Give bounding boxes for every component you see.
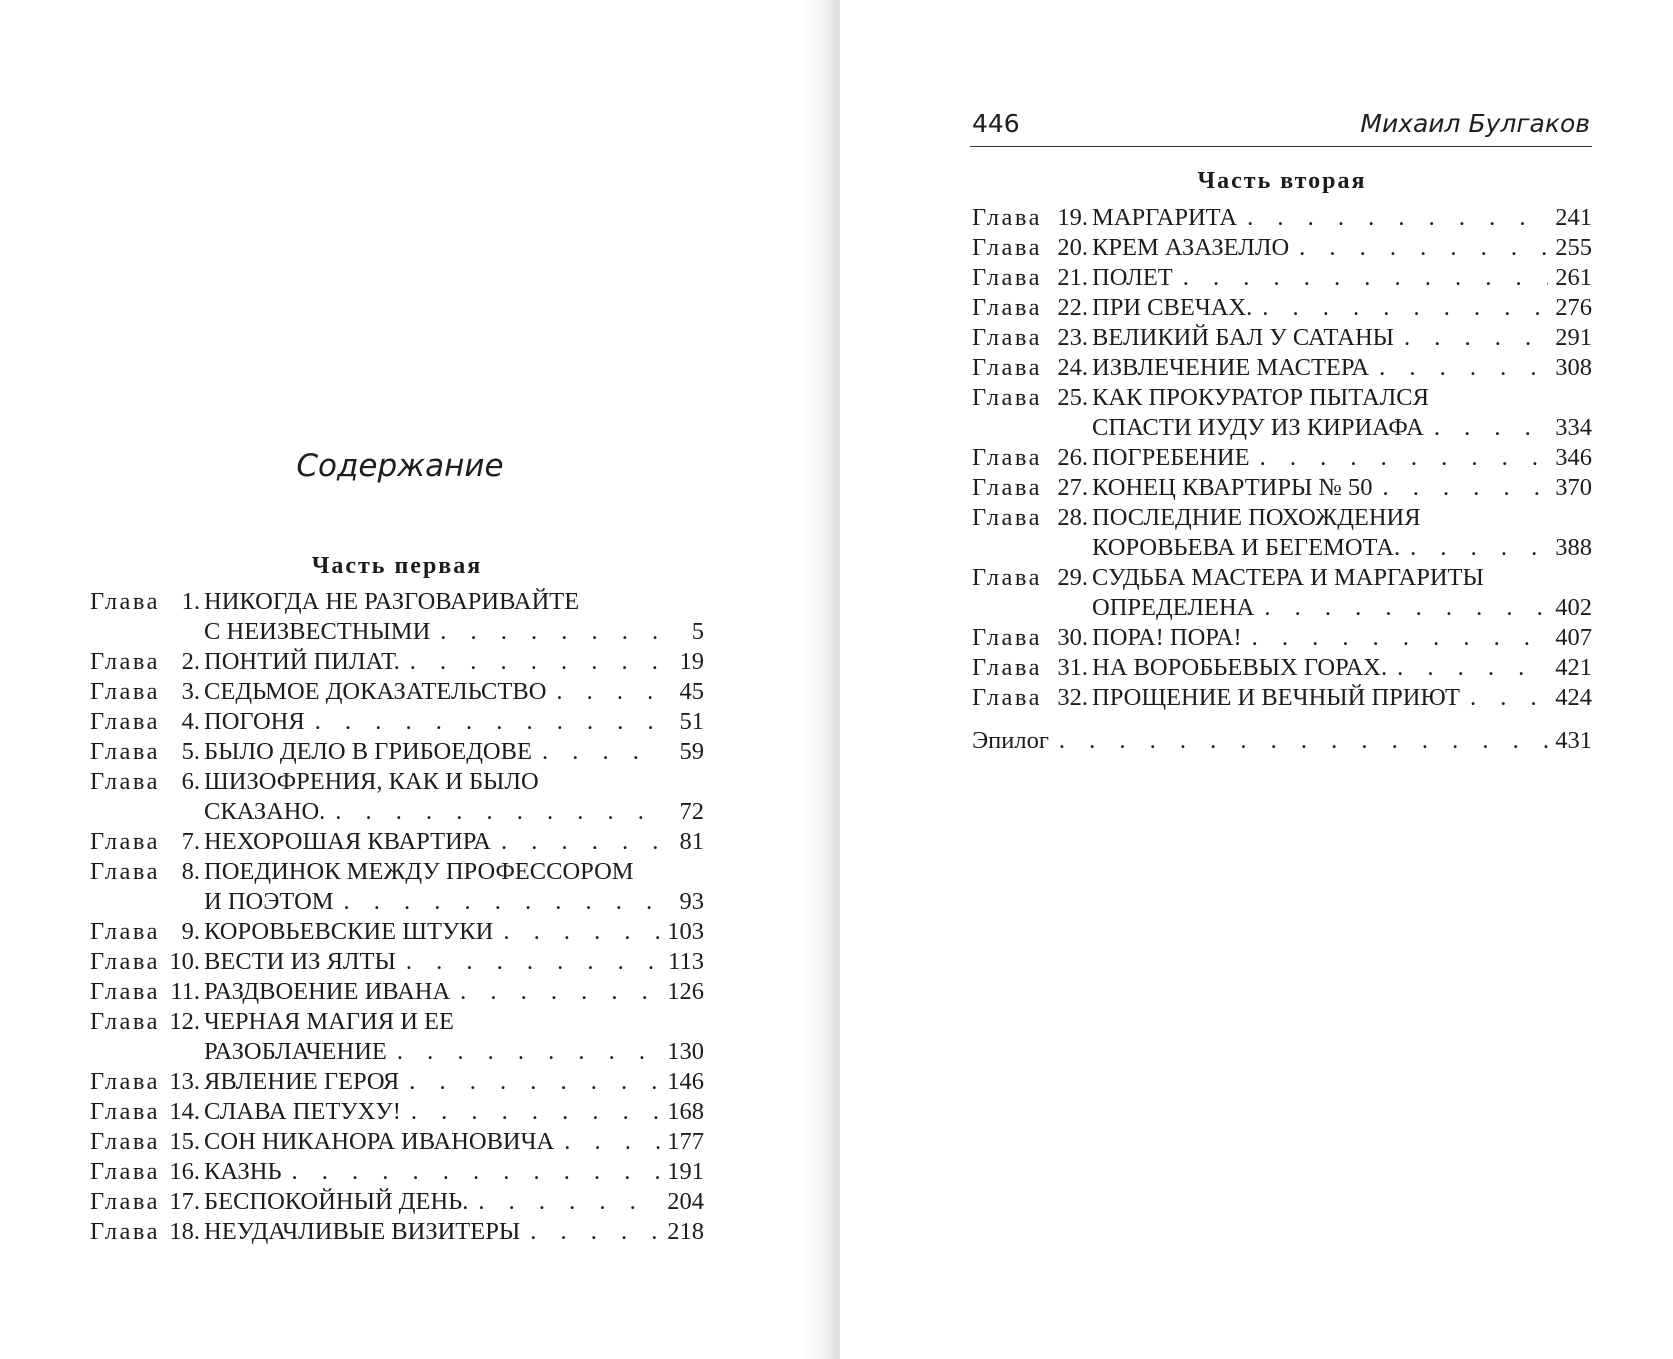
chapter-word: Глава xyxy=(972,684,1043,711)
chapter-title: СКАЗАНО. xyxy=(204,798,326,825)
toc-entry-epilogue xyxy=(972,726,1592,756)
chapter-label xyxy=(972,233,1088,263)
toc-entry xyxy=(972,383,1592,413)
chapter-word: Глава xyxy=(90,678,161,705)
chapter-page-number: 255 xyxy=(1555,234,1592,261)
leader-dots xyxy=(334,887,660,917)
chapter-page-number: 218 xyxy=(667,1218,704,1245)
chapter-number: 32. xyxy=(1057,684,1089,711)
chapter-label xyxy=(972,653,1088,683)
toc-entry xyxy=(90,1097,704,1127)
chapter-page-number: 407 xyxy=(1555,624,1592,651)
leader-dots xyxy=(1289,233,1548,263)
chapter-page-number: 103 xyxy=(667,918,704,945)
chapter-word: Глава xyxy=(90,648,161,675)
chapter-number: 8. xyxy=(181,858,201,885)
chapter-title: КОРОВЬЕВСКИЕ ШТУКИ xyxy=(204,918,494,945)
chapter-label xyxy=(972,203,1088,233)
chapter-title: И ПОЭТОМ xyxy=(204,888,334,915)
chapter-number: 28. xyxy=(1057,504,1089,531)
chapter-number: 21. xyxy=(1057,264,1089,291)
toc-entry xyxy=(972,293,1592,323)
chapter-page-number: 45 xyxy=(679,678,704,705)
chapter-title: ПОСЛЕДНИЕ ПОХОЖДЕНИЯ xyxy=(1092,504,1421,531)
chapter-page-number: 59 xyxy=(679,738,704,765)
chapter-label xyxy=(972,293,1088,323)
chapter-title: РАЗДВОЕНИЕ ИВАНА xyxy=(204,978,451,1005)
chapter-number: 25. xyxy=(1057,384,1089,411)
toc-entry xyxy=(972,263,1592,293)
chapter-number: 27. xyxy=(1057,474,1089,501)
toc-entry xyxy=(90,857,704,887)
chapter-page-number: 19 xyxy=(679,648,704,675)
chapter-number: 15. xyxy=(169,1128,201,1155)
chapter-label xyxy=(972,503,1088,533)
part-two-title: Часть вторая xyxy=(1197,168,1367,194)
chapter-word: Глава xyxy=(972,354,1043,381)
chapter-number: 17. xyxy=(169,1188,201,1215)
chapter-label xyxy=(972,443,1088,473)
chapter-page-number: 291 xyxy=(1555,324,1592,351)
chapter-number: 7. xyxy=(181,828,201,855)
toc-entry xyxy=(972,443,1592,473)
chapter-page-number: 346 xyxy=(1555,444,1592,471)
leader-dots xyxy=(450,977,660,1007)
chapter-title: КРЕМ АЗАЗЕЛЛО xyxy=(1092,234,1290,261)
chapter-title: ВЕЛИКИЙ БАЛ У САТАНЫ xyxy=(1092,324,1395,351)
toc-entry xyxy=(90,707,704,737)
chapter-word: Глава xyxy=(90,1068,161,1095)
chapter-label xyxy=(90,707,200,737)
chapter-label xyxy=(972,383,1088,413)
chapter-page-number: 191 xyxy=(667,1158,704,1185)
chapter-word: Глава xyxy=(972,294,1043,321)
chapter-label xyxy=(972,623,1088,653)
part-one-chapter-list xyxy=(90,587,704,1247)
chapter-word: Глава xyxy=(90,1158,161,1185)
chapter-label xyxy=(972,323,1088,353)
toc-entry-continuation xyxy=(90,887,704,917)
chapter-label xyxy=(90,977,200,1007)
chapter-title: НЕХОРОШАЯ КВАРТИРА xyxy=(204,828,491,855)
chapter-number: 5. xyxy=(181,738,201,765)
chapter-number: 16. xyxy=(169,1158,201,1185)
chapter-page-number: 177 xyxy=(667,1128,704,1155)
chapter-label xyxy=(90,587,200,617)
chapter-word: Глава xyxy=(972,204,1043,231)
chapter-number: 4. xyxy=(181,708,201,735)
chapter-page-number: 402 xyxy=(1555,594,1592,621)
toc-entry-continuation xyxy=(90,617,704,647)
leader-dots xyxy=(1387,653,1548,683)
toc-entry xyxy=(90,1157,704,1187)
chapter-number: 13. xyxy=(169,1068,201,1095)
leader-dots xyxy=(325,797,660,827)
chapter-label xyxy=(90,1187,200,1217)
leader-dots xyxy=(1237,203,1548,233)
chapter-word: Глава xyxy=(972,384,1043,411)
chapter-word: Глава xyxy=(972,324,1043,351)
leader-dots xyxy=(1369,353,1548,383)
chapter-page-number: 261 xyxy=(1555,264,1592,291)
chapter-label xyxy=(90,917,200,947)
chapter-number: 23. xyxy=(1057,324,1089,351)
chapter-title: С НЕИЗВЕСТНЫМИ xyxy=(204,618,431,645)
chapter-title: ЧЕРНАЯ МАГИЯ И ЕЕ xyxy=(204,1008,454,1035)
chapter-page-number: 334 xyxy=(1555,414,1592,441)
chapter-title: СЛАВА ПЕТУХУ! xyxy=(204,1098,401,1125)
chapter-page-number: 276 xyxy=(1555,294,1592,321)
leader-dots xyxy=(1250,443,1548,473)
chapter-number: 30. xyxy=(1057,624,1089,651)
chapter-number: 10. xyxy=(169,948,201,975)
chapter-label xyxy=(90,1097,200,1127)
chapter-label xyxy=(90,1067,200,1097)
chapter-number: 20. xyxy=(1057,234,1089,261)
chapter-page-number: 241 xyxy=(1555,204,1592,231)
chapter-page-number: 370 xyxy=(1555,474,1592,501)
chapter-label xyxy=(90,737,200,767)
toc-entry xyxy=(972,323,1592,353)
chapter-word: Глава xyxy=(90,1008,161,1035)
chapter-title: СЕДЬМОЕ ДОКАЗАТЕЛЬСТВО xyxy=(204,678,547,705)
chapter-word: Глава xyxy=(972,624,1043,651)
part-one-title: Часть первая xyxy=(311,553,483,579)
chapter-word: Глава xyxy=(90,588,161,615)
leader-dots xyxy=(1372,473,1548,503)
toc-entry xyxy=(972,353,1592,383)
chapter-label xyxy=(90,857,200,887)
chapter-word: Глава xyxy=(972,264,1043,291)
toc-entry xyxy=(90,647,704,677)
leader-dots xyxy=(1424,413,1548,443)
chapter-title: КАЗНЬ xyxy=(204,1158,282,1185)
chapter-word: Глава xyxy=(90,828,161,855)
chapter-title: ПОГОНЯ xyxy=(204,708,305,735)
chapter-title: ПОЛЕТ xyxy=(1092,264,1173,291)
chapter-label xyxy=(90,677,200,707)
leader-dots xyxy=(546,677,660,707)
chapter-title: ШИЗОФРЕНИЯ, КАК И БЫЛО xyxy=(204,768,539,795)
leader-dots xyxy=(554,1127,660,1157)
chapter-word: Глава xyxy=(90,918,161,945)
chapter-label xyxy=(90,647,200,677)
toc-entry xyxy=(972,653,1592,683)
toc-entry xyxy=(90,1187,704,1217)
chapter-title: БЕСПОКОЙНЫЙ ДЕНЬ. xyxy=(204,1188,469,1215)
leader-dots xyxy=(1242,623,1548,653)
chapter-title: НЕУДАЧЛИВЫЕ ВИЗИТЕРЫ xyxy=(204,1218,521,1245)
chapter-number: 12. xyxy=(169,1008,201,1035)
chapter-word: Глава xyxy=(90,978,161,1005)
leader-dots xyxy=(399,1067,660,1097)
chapter-word: Глава xyxy=(90,858,161,885)
chapter-number: 26. xyxy=(1057,444,1089,471)
chapter-number: 31. xyxy=(1057,654,1089,681)
chapter-number: 22. xyxy=(1057,294,1089,321)
toc-entry xyxy=(972,683,1592,713)
chapter-number: 24. xyxy=(1057,354,1089,381)
toc-entry xyxy=(90,947,704,977)
epilogue-title: Эпилог xyxy=(972,727,1049,754)
toc-entry xyxy=(972,503,1592,533)
chapter-word: Глава xyxy=(90,1128,161,1155)
chapter-title: ОПРЕДЕЛЕНА xyxy=(1092,594,1255,621)
toc-entry xyxy=(972,563,1592,593)
leader-dots xyxy=(1460,683,1548,713)
chapter-title: НА ВОРОБЬЕВЫХ ГОРАХ. xyxy=(1092,654,1388,681)
leader-dots xyxy=(400,647,660,677)
chapter-page-number: 5 xyxy=(691,618,704,645)
chapter-page-number: 72 xyxy=(679,798,704,825)
chapter-word: Глава xyxy=(972,564,1043,591)
chapter-number: 11. xyxy=(170,978,201,1005)
chapter-number: 2. xyxy=(181,648,201,675)
leader-dots xyxy=(282,1157,660,1187)
chapter-title: КОНЕЦ КВАРТИРЫ № 50 xyxy=(1092,474,1373,501)
chapter-word: Глава xyxy=(90,1188,161,1215)
chapter-word: Глава xyxy=(90,948,161,975)
chapter-number: 19. xyxy=(1057,204,1089,231)
chapter-number: 18. xyxy=(169,1218,201,1245)
leader-dots xyxy=(1252,293,1548,323)
chapter-title: РАЗОБЛАЧЕНИЕ xyxy=(204,1038,387,1065)
contents-heading: Содержание xyxy=(296,448,504,484)
chapter-label xyxy=(90,1157,200,1187)
page-number: 446 xyxy=(972,109,1020,138)
toc-entry xyxy=(972,473,1592,503)
chapter-page-number: 388 xyxy=(1555,534,1592,561)
leader-dots xyxy=(1400,533,1548,563)
toc-entry xyxy=(90,1067,704,1097)
epilogue-page-number: 431 xyxy=(1555,727,1592,754)
leader-dots xyxy=(305,707,660,737)
chapter-word: Глава xyxy=(972,504,1043,531)
chapter-page-number: 126 xyxy=(667,978,704,1005)
chapter-page-number: 130 xyxy=(667,1038,704,1065)
leader-dots xyxy=(532,737,660,767)
chapter-label xyxy=(972,473,1088,503)
chapter-word: Глава xyxy=(90,1098,161,1125)
chapter-title: ПОРА! ПОРА! xyxy=(1092,624,1242,651)
leader-dots xyxy=(468,1187,660,1217)
toc-entry xyxy=(90,677,704,707)
chapter-title: МАРГАРИТА xyxy=(1092,204,1238,231)
chapter-number: 3. xyxy=(181,678,201,705)
chapter-label xyxy=(90,1007,200,1037)
chapter-number: 29. xyxy=(1057,564,1089,591)
toc-entry xyxy=(972,623,1592,653)
chapter-page-number: 81 xyxy=(679,828,704,855)
chapter-title: НИКОГДА НЕ РАЗГОВАРИВАЙТЕ xyxy=(204,588,580,615)
chapter-word: Глава xyxy=(90,708,161,735)
chapter-title: СПАСТИ ИУДУ ИЗ КИРИАФА xyxy=(1092,414,1424,441)
leader-dots xyxy=(401,1097,660,1127)
chapter-title: ЯВЛЕНИЕ ГЕРОЯ xyxy=(204,1068,400,1095)
leader-dots xyxy=(493,917,660,947)
leader-dots xyxy=(1049,726,1548,756)
leader-dots xyxy=(1254,593,1548,623)
toc-entry xyxy=(90,1217,704,1247)
chapter-number: 14. xyxy=(169,1098,201,1125)
chapter-word: Глава xyxy=(90,1218,161,1245)
chapter-label xyxy=(90,1127,200,1157)
running-head-author: Михаил Булгаков xyxy=(1360,109,1590,138)
toc-entry-continuation xyxy=(90,1037,704,1067)
leader-dots xyxy=(520,1217,660,1247)
toc-entry xyxy=(90,587,704,617)
toc-entry xyxy=(90,1007,704,1037)
chapter-title: БЫЛО ДЕЛО В ГРИБОЕДОВЕ xyxy=(204,738,532,765)
chapter-page-number: 421 xyxy=(1555,654,1592,681)
chapter-label xyxy=(90,1217,200,1247)
toc-entry xyxy=(90,977,704,1007)
chapter-title: ИЗВЛЕЧЕНИЕ МАСТЕРА xyxy=(1092,354,1370,381)
chapter-page-number: 51 xyxy=(679,708,704,735)
chapter-label xyxy=(972,353,1088,383)
chapter-title: СУДЬБА МАСТЕРА И МАРГАРИТЫ xyxy=(1092,564,1484,591)
part-two-chapter-list xyxy=(972,203,1592,756)
toc-entry xyxy=(90,767,704,797)
chapter-page-number: 146 xyxy=(667,1068,704,1095)
toc-entry-continuation xyxy=(90,797,704,827)
chapter-title: СОН НИКАНОРА ИВАНОВИЧА xyxy=(204,1128,555,1155)
chapter-title: ВЕСТИ ИЗ ЯЛТЫ xyxy=(204,948,396,975)
chapter-page-number: 113 xyxy=(668,948,704,975)
chapter-label xyxy=(90,767,200,797)
leader-dots xyxy=(1173,263,1548,293)
toc-entry xyxy=(90,737,704,767)
chapter-word: Глава xyxy=(972,654,1043,681)
chapter-word: Глава xyxy=(972,234,1043,261)
chapter-label xyxy=(90,947,200,977)
chapter-title: ПОГРЕБЕНИЕ xyxy=(1092,444,1250,471)
chapter-word: Глава xyxy=(972,474,1043,501)
toc-entry-continuation xyxy=(972,593,1592,623)
leader-dots xyxy=(430,617,660,647)
chapter-page-number: 204 xyxy=(667,1188,704,1215)
chapter-label xyxy=(972,563,1088,593)
leader-dots xyxy=(387,1037,660,1067)
toc-entry-continuation xyxy=(972,413,1592,443)
chapter-number: 9. xyxy=(181,918,201,945)
toc-entry xyxy=(90,1127,704,1157)
toc-entry xyxy=(90,917,704,947)
chapter-title: ПРИ СВЕЧАХ. xyxy=(1092,294,1253,321)
chapter-title: ПОНТИЙ ПИЛАТ. xyxy=(204,648,400,675)
chapter-word: Глава xyxy=(90,738,161,765)
toc-entry-continuation xyxy=(972,533,1592,563)
chapter-number: 1. xyxy=(181,588,201,615)
chapter-word: Глава xyxy=(972,444,1043,471)
chapter-number: 6. xyxy=(181,768,201,795)
leader-dots xyxy=(1394,323,1548,353)
chapter-title: ПРОЩЕНИЕ И ВЕЧНЫЙ ПРИЮТ xyxy=(1092,684,1460,711)
chapter-label xyxy=(972,683,1088,713)
toc-entry xyxy=(972,203,1592,233)
toc-entry xyxy=(972,233,1592,263)
leader-dots xyxy=(396,947,660,977)
running-head xyxy=(970,106,1592,147)
chapter-page-number: 93 xyxy=(679,888,704,915)
leader-dots xyxy=(491,827,660,857)
chapter-page-number: 168 xyxy=(667,1098,704,1125)
chapter-title: КОРОВЬЕВА И БЕГЕМОТА. xyxy=(1092,534,1401,561)
chapter-title: ПОЕДИНОК МЕЖДУ ПРОФЕССОРОМ xyxy=(204,858,634,885)
chapter-page-number: 308 xyxy=(1555,354,1592,381)
chapter-label xyxy=(972,263,1088,293)
chapter-title: КАК ПРОКУРАТОР ПЫТАЛСЯ xyxy=(1092,384,1429,411)
chapter-label xyxy=(90,827,200,857)
chapter-page-number: 424 xyxy=(1555,684,1592,711)
chapter-word: Глава xyxy=(90,768,161,795)
toc-entry xyxy=(90,827,704,857)
